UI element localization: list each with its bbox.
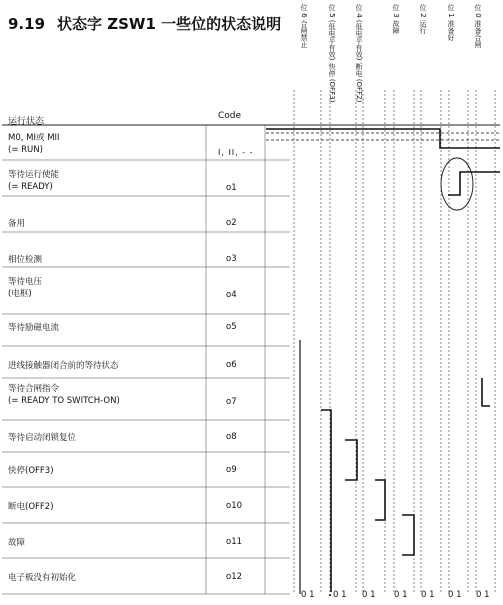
bit-value-2: 0 1 xyxy=(421,590,435,600)
bit-value-6: 0 1 xyxy=(301,590,315,600)
row-code-o11: o11 xyxy=(226,537,243,547)
trace-bit6 xyxy=(321,410,331,592)
row-label-o7: 等待合闸指令 (= READY TO SWITCH-ON) xyxy=(8,384,120,406)
row-label-o3: 相位检测 xyxy=(8,255,43,265)
bit-value-5: 0 1 xyxy=(333,590,347,600)
row-code-o3: o3 xyxy=(226,254,237,264)
row-label-o9: 快停(OFF3) xyxy=(8,466,54,476)
row-code-run: I, II, - - xyxy=(218,148,254,157)
header-code: Code xyxy=(218,111,242,121)
row-label-o1: 等待运行使能 (= READY) xyxy=(8,170,60,192)
row-label-o12: 电子板没有初始化 xyxy=(8,573,77,583)
bit-header-0: 位 0 准备合闸 xyxy=(474,4,482,48)
header-state: 运行状态 xyxy=(8,117,45,127)
row-code-o12: o12 xyxy=(226,572,243,582)
row-code-o4: o4 xyxy=(226,290,237,300)
bit-value-3: 0 1 xyxy=(394,590,408,600)
trace-ready xyxy=(448,172,500,195)
bit-header-5: 位 5 (低电平有效) 快停 (OFF3) xyxy=(328,4,336,103)
trace-bit5 xyxy=(345,440,357,480)
trace-bit4 xyxy=(375,480,385,520)
bit-value-1: 0 1 xyxy=(448,590,462,600)
bit-value-0: 0 1 xyxy=(476,590,490,600)
section-number: 9.19 xyxy=(8,15,46,33)
row-code-o10: o10 xyxy=(226,501,243,511)
signal-traces xyxy=(266,129,500,596)
row-label-run: M0, MI或 MII (= RUN) xyxy=(8,133,60,155)
row-label-o4: 等待电压 (电枢) xyxy=(8,277,43,299)
row-code-o8: o8 xyxy=(226,432,237,442)
row-label-o5: 等待励磁电流 xyxy=(8,323,60,333)
title-text: 状态字 ZSW1 一些位的状态说明 xyxy=(57,15,282,33)
row-code-o5: o5 xyxy=(226,322,237,332)
row-label-o8: 等待启动闭锁复位 xyxy=(8,433,77,443)
bit-header-1: 位 1 准备好 xyxy=(447,4,455,41)
row-label-o10: 断电(OFF2) xyxy=(8,502,54,512)
bit-columns xyxy=(294,90,495,594)
bit-value-4: 0 1 xyxy=(362,590,376,600)
row-code-o1: o1 xyxy=(226,183,237,193)
bit-header-3: 位 3 故障 xyxy=(392,4,400,34)
bit-header-4: 位 4 (低电平有效) 断电 (OFF2) xyxy=(355,4,363,103)
row-code-o7: o7 xyxy=(226,397,237,407)
row-code-o9: o9 xyxy=(226,465,237,475)
row-label-o11: 故障 xyxy=(8,538,26,548)
trace-bit0 xyxy=(482,378,490,406)
row-label-o2: 备用 xyxy=(8,219,26,229)
row-label-o6: 进线接触器闭合前的等待状态 xyxy=(8,361,119,371)
row-code-o2: o2 xyxy=(226,218,237,228)
bit-header-6: 位 6 合闸禁止 xyxy=(300,4,308,48)
trace-bit3 xyxy=(402,515,414,555)
trace-run xyxy=(266,129,500,148)
row-code-o6: o6 xyxy=(226,360,237,370)
bit-header-2: 位 2 运行 xyxy=(419,4,427,34)
